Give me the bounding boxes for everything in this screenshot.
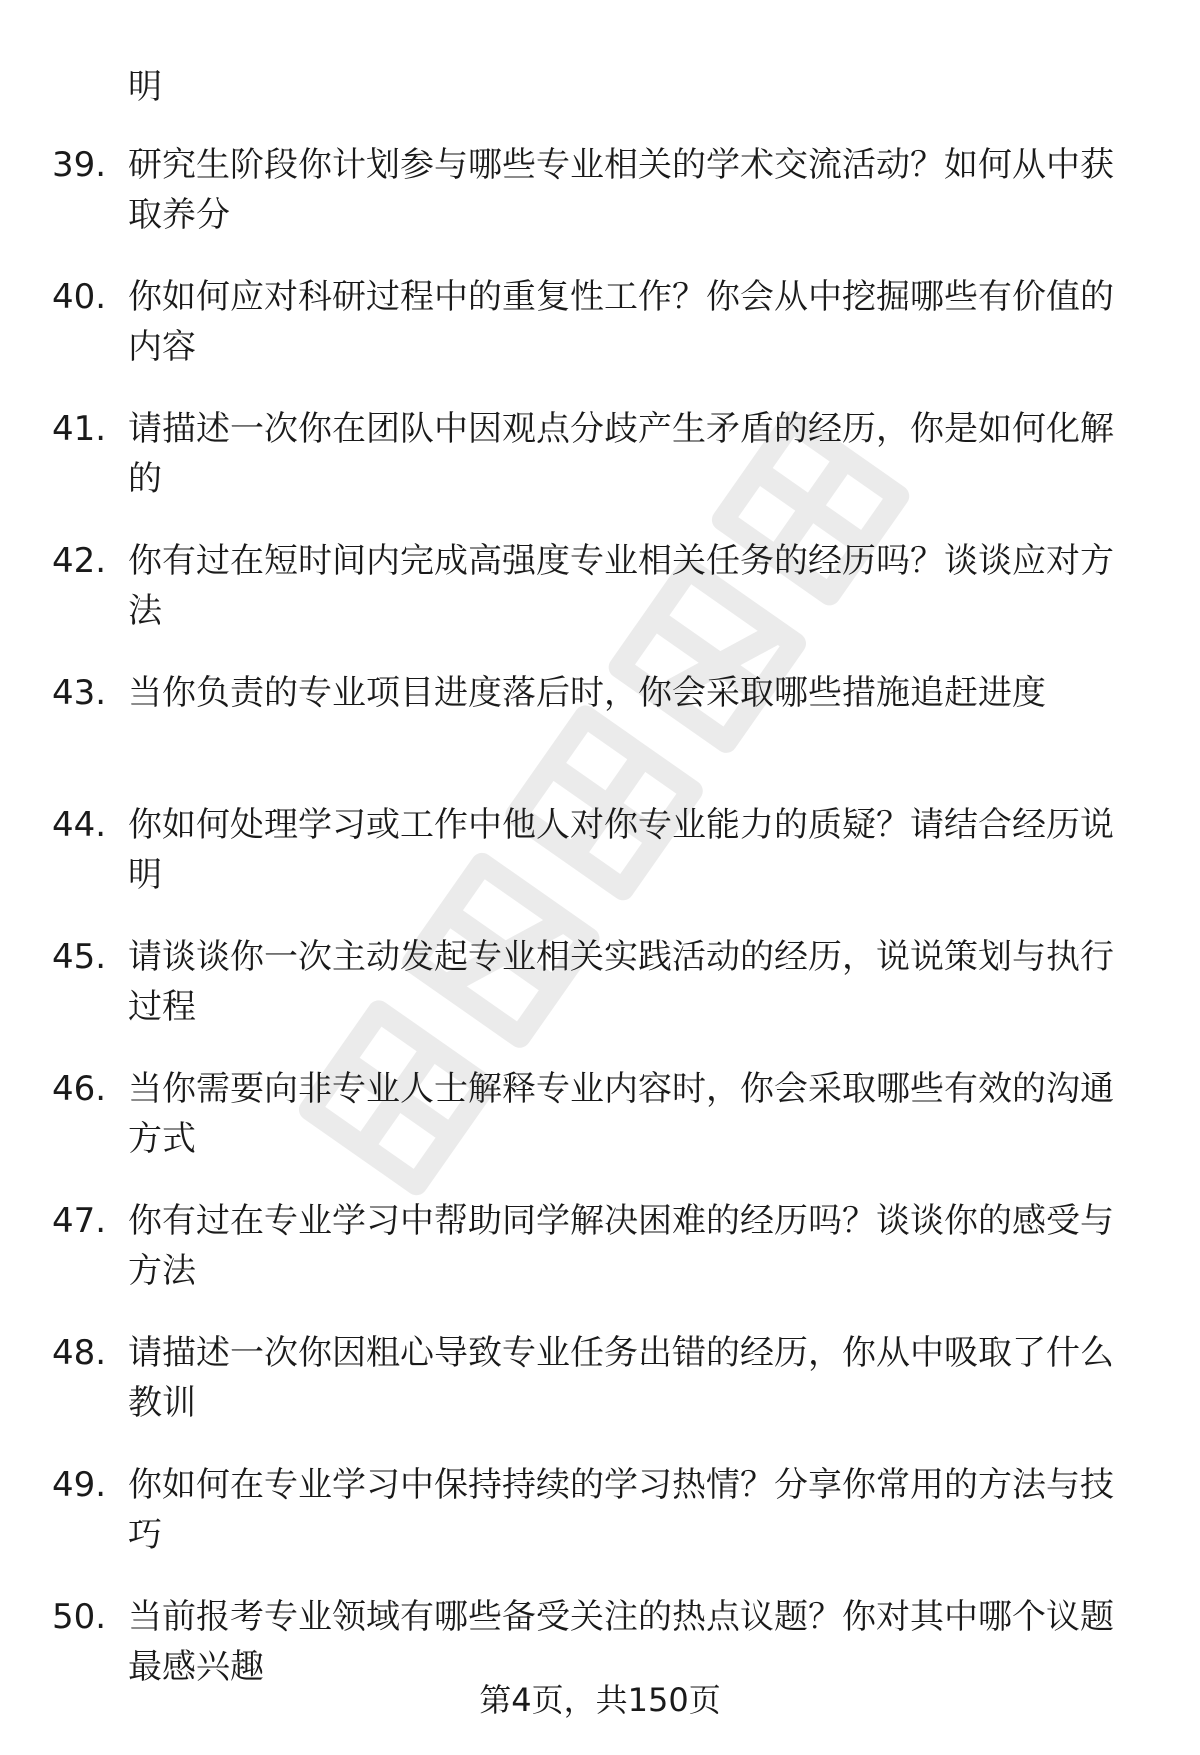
question-number: 39. — [52, 145, 107, 185]
question-text: 请谈谈你一次主动发起专业相关实践活动的经历，说说策划与执行过程 — [128, 937, 1114, 1027]
question-list — [0, 140, 1200, 1724]
question-item — [0, 1460, 1200, 1555]
question-number: 45. — [52, 937, 107, 977]
question-text: 请描述一次你因粗心导致专业任务出错的经历，你从中吸取了什么教训 — [128, 1333, 1114, 1423]
question-item — [0, 1328, 1200, 1423]
question-text: 你如何在专业学习中保持持续的学习热情？分享你常用的方法与技巧 — [128, 1465, 1114, 1555]
question-text: 研究生阶段你计划参与哪些专业相关的学术交流活动？如何从中获取养分 — [128, 145, 1114, 235]
question-text: 请描述一次你在团队中因观点分歧产生矛盾的经历，你是如何化解的 — [128, 409, 1114, 499]
question-number: 48. — [52, 1333, 107, 1373]
continuation-text: 明 — [128, 67, 162, 107]
question-text: 你有过在短时间内完成高强度专业相关任务的经历吗？谈谈应对方法 — [128, 541, 1114, 631]
question-item — [0, 1592, 1200, 1687]
question-text: 当前报考专业领域有哪些备受关注的热点议题？你对其中哪个议题最感兴趣 — [128, 1597, 1114, 1687]
question-item — [0, 404, 1200, 499]
question-number: 46. — [52, 1069, 107, 1109]
question-item — [0, 1064, 1200, 1159]
question-number: 44. — [52, 805, 107, 845]
question-text: 当你需要向非专业人士解释专业内容时，你会采取哪些有效的沟通方式 — [128, 1069, 1114, 1159]
question-number: 40. — [52, 277, 107, 317]
question-number: 49. — [52, 1465, 107, 1505]
question-number: 47. — [52, 1201, 107, 1241]
question-text: 你有过在专业学习中帮助同学解决困难的经历吗？谈谈你的感受与方法 — [128, 1201, 1114, 1291]
page-footer: 第4页，共150页 — [479, 1681, 721, 1719]
question-text: 你如何处理学习或工作中他人对你专业能力的质疑？请结合经历说明 — [128, 805, 1114, 895]
question-text: 当你负责的专业项目进度落后时，你会采取哪些措施追赶进度 — [128, 673, 1046, 713]
question-item — [0, 140, 1200, 235]
question-item — [0, 932, 1200, 1027]
question-number: 42. — [52, 541, 107, 581]
question-text: 你如何应对科研过程中的重复性工作？你会从中挖掘哪些有价值的内容 — [128, 277, 1114, 367]
question-item — [0, 1196, 1200, 1291]
question-number: 43. — [52, 673, 107, 713]
question-number: 41. — [52, 409, 107, 449]
question-item — [0, 668, 1200, 718]
question-item — [0, 536, 1200, 631]
question-item — [0, 272, 1200, 367]
question-number: 50. — [52, 1597, 107, 1637]
question-item — [0, 800, 1200, 895]
